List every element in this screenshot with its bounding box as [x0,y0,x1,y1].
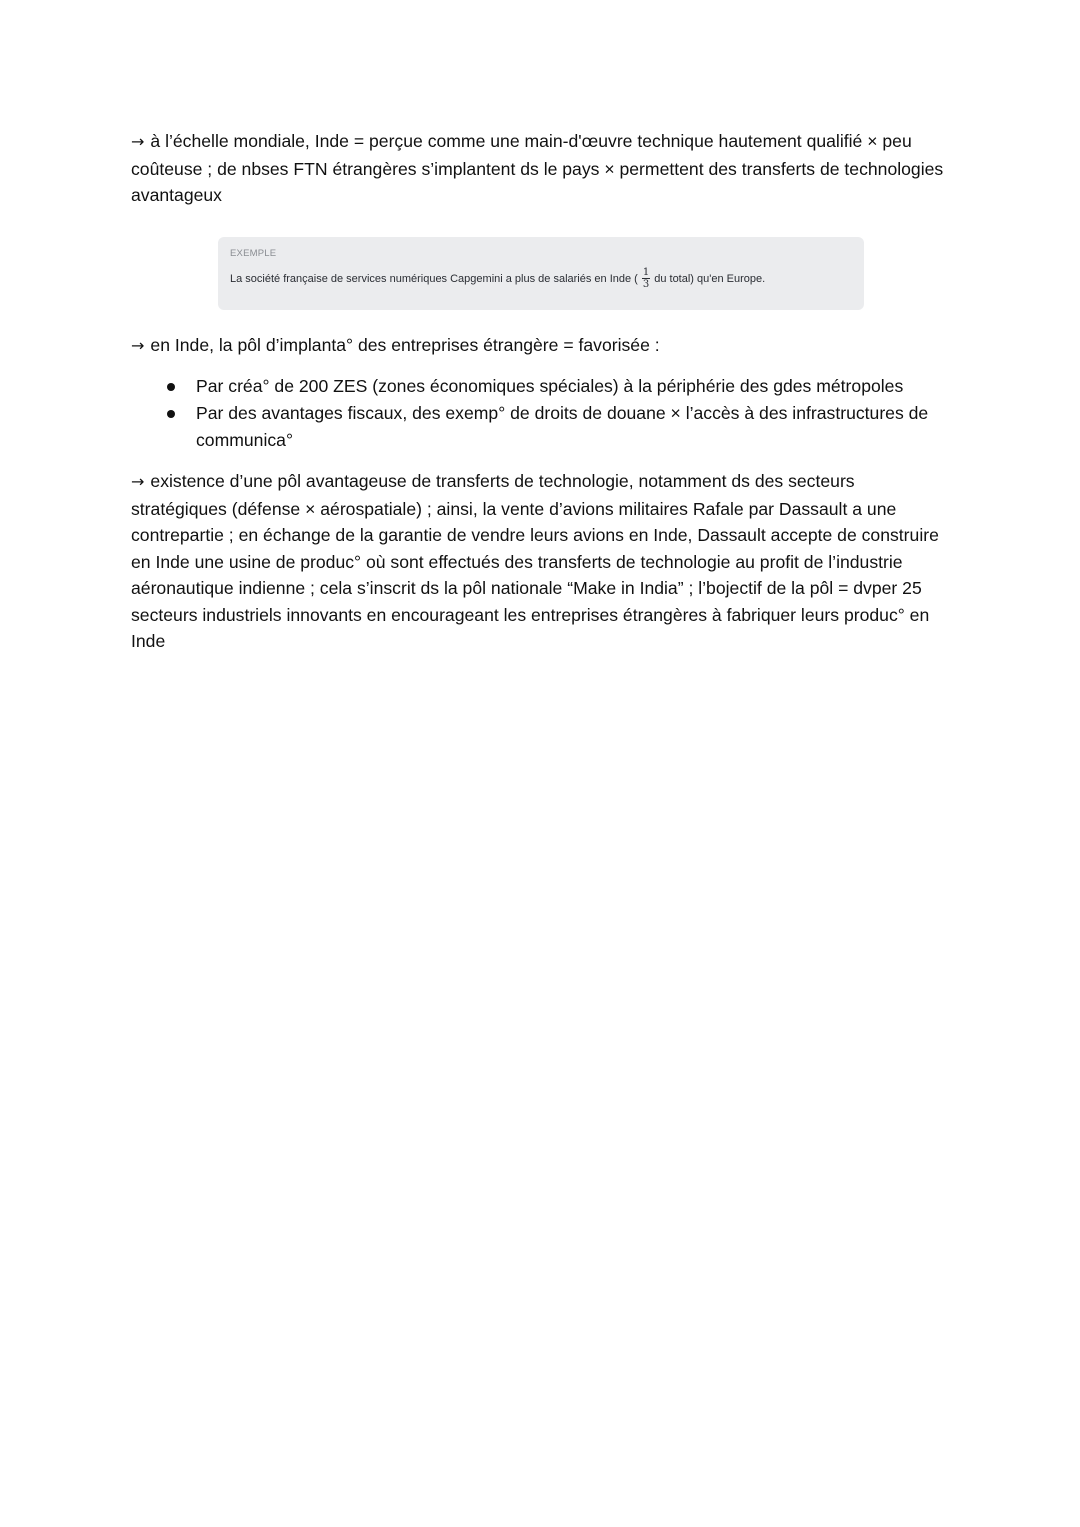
bullet-dot-icon [167,410,175,418]
list-item [131,400,951,454]
bullet-dot-icon [167,383,175,391]
paragraph-global-scale [131,128,951,209]
example-text-after: du total) qu'en Europe. [654,272,766,285]
arrow-right-icon: → [131,132,145,151]
paragraph-implantation [131,332,951,360]
paragraph-text: existence d’une pôl avantageuse de transferts de technologie, notamment ds des secteurs stratégiques (défense × aérospatiale) ; ainsi, la vente d’avions militaires Rafale par Dassault a une contrepartie ; en échange de la garantie de vendre leurs avions en Inde, Dassault accepte de construire en Inde une usine de produc° où sont effectués des transferts de technologie au profit de l’industrie aéronautique indienne ; cela s’inscrit ds la pôl nationale “Make in India” ; l’bojectif de la pôl = dvper 25 secteurs industriels innovants en encourageant les entreprises étrangères à fabriquer leurs produc° en Inde [131,471,939,651]
list-item-text: Par des avantages fiscaux, des exemp° de droits de douane × l’accès à des infrastructures de communica° [196,403,929,450]
arrow-right-icon: → [131,472,145,491]
fraction-numerator: 1 [642,267,650,278]
document-page [131,128,951,655]
paragraph-technology-transfer [131,468,951,655]
paragraph-text: à l’échelle mondiale, Inde = perçue comme une main-d'œuvre technique hautement qualifié × peu coûteuse ; de nbses FTN étrangères s’implantent ds le pays × permettent des transferts de technologies avantageux [131,131,944,205]
example-label: EXEMPLE [230,247,277,259]
arrow-right-icon: → [131,335,145,355]
fraction-denominator: 3 [642,279,650,290]
example-box [218,237,864,310]
example-text [230,267,852,291]
paragraph-text: en Inde, la pôl d’implanta° des entreprises étrangère = favorisée : [150,334,660,355]
bullet-list [131,373,951,454]
list-item [131,373,951,400]
fraction [642,267,650,290]
example-text-before: La société française de services numériques Capgemini a plus de salariés en Inde ( [230,272,638,285]
list-item-text: Par créa° de 200 ZES (zones économiques spéciales) à la périphérie des gdes métropoles [196,376,904,396]
